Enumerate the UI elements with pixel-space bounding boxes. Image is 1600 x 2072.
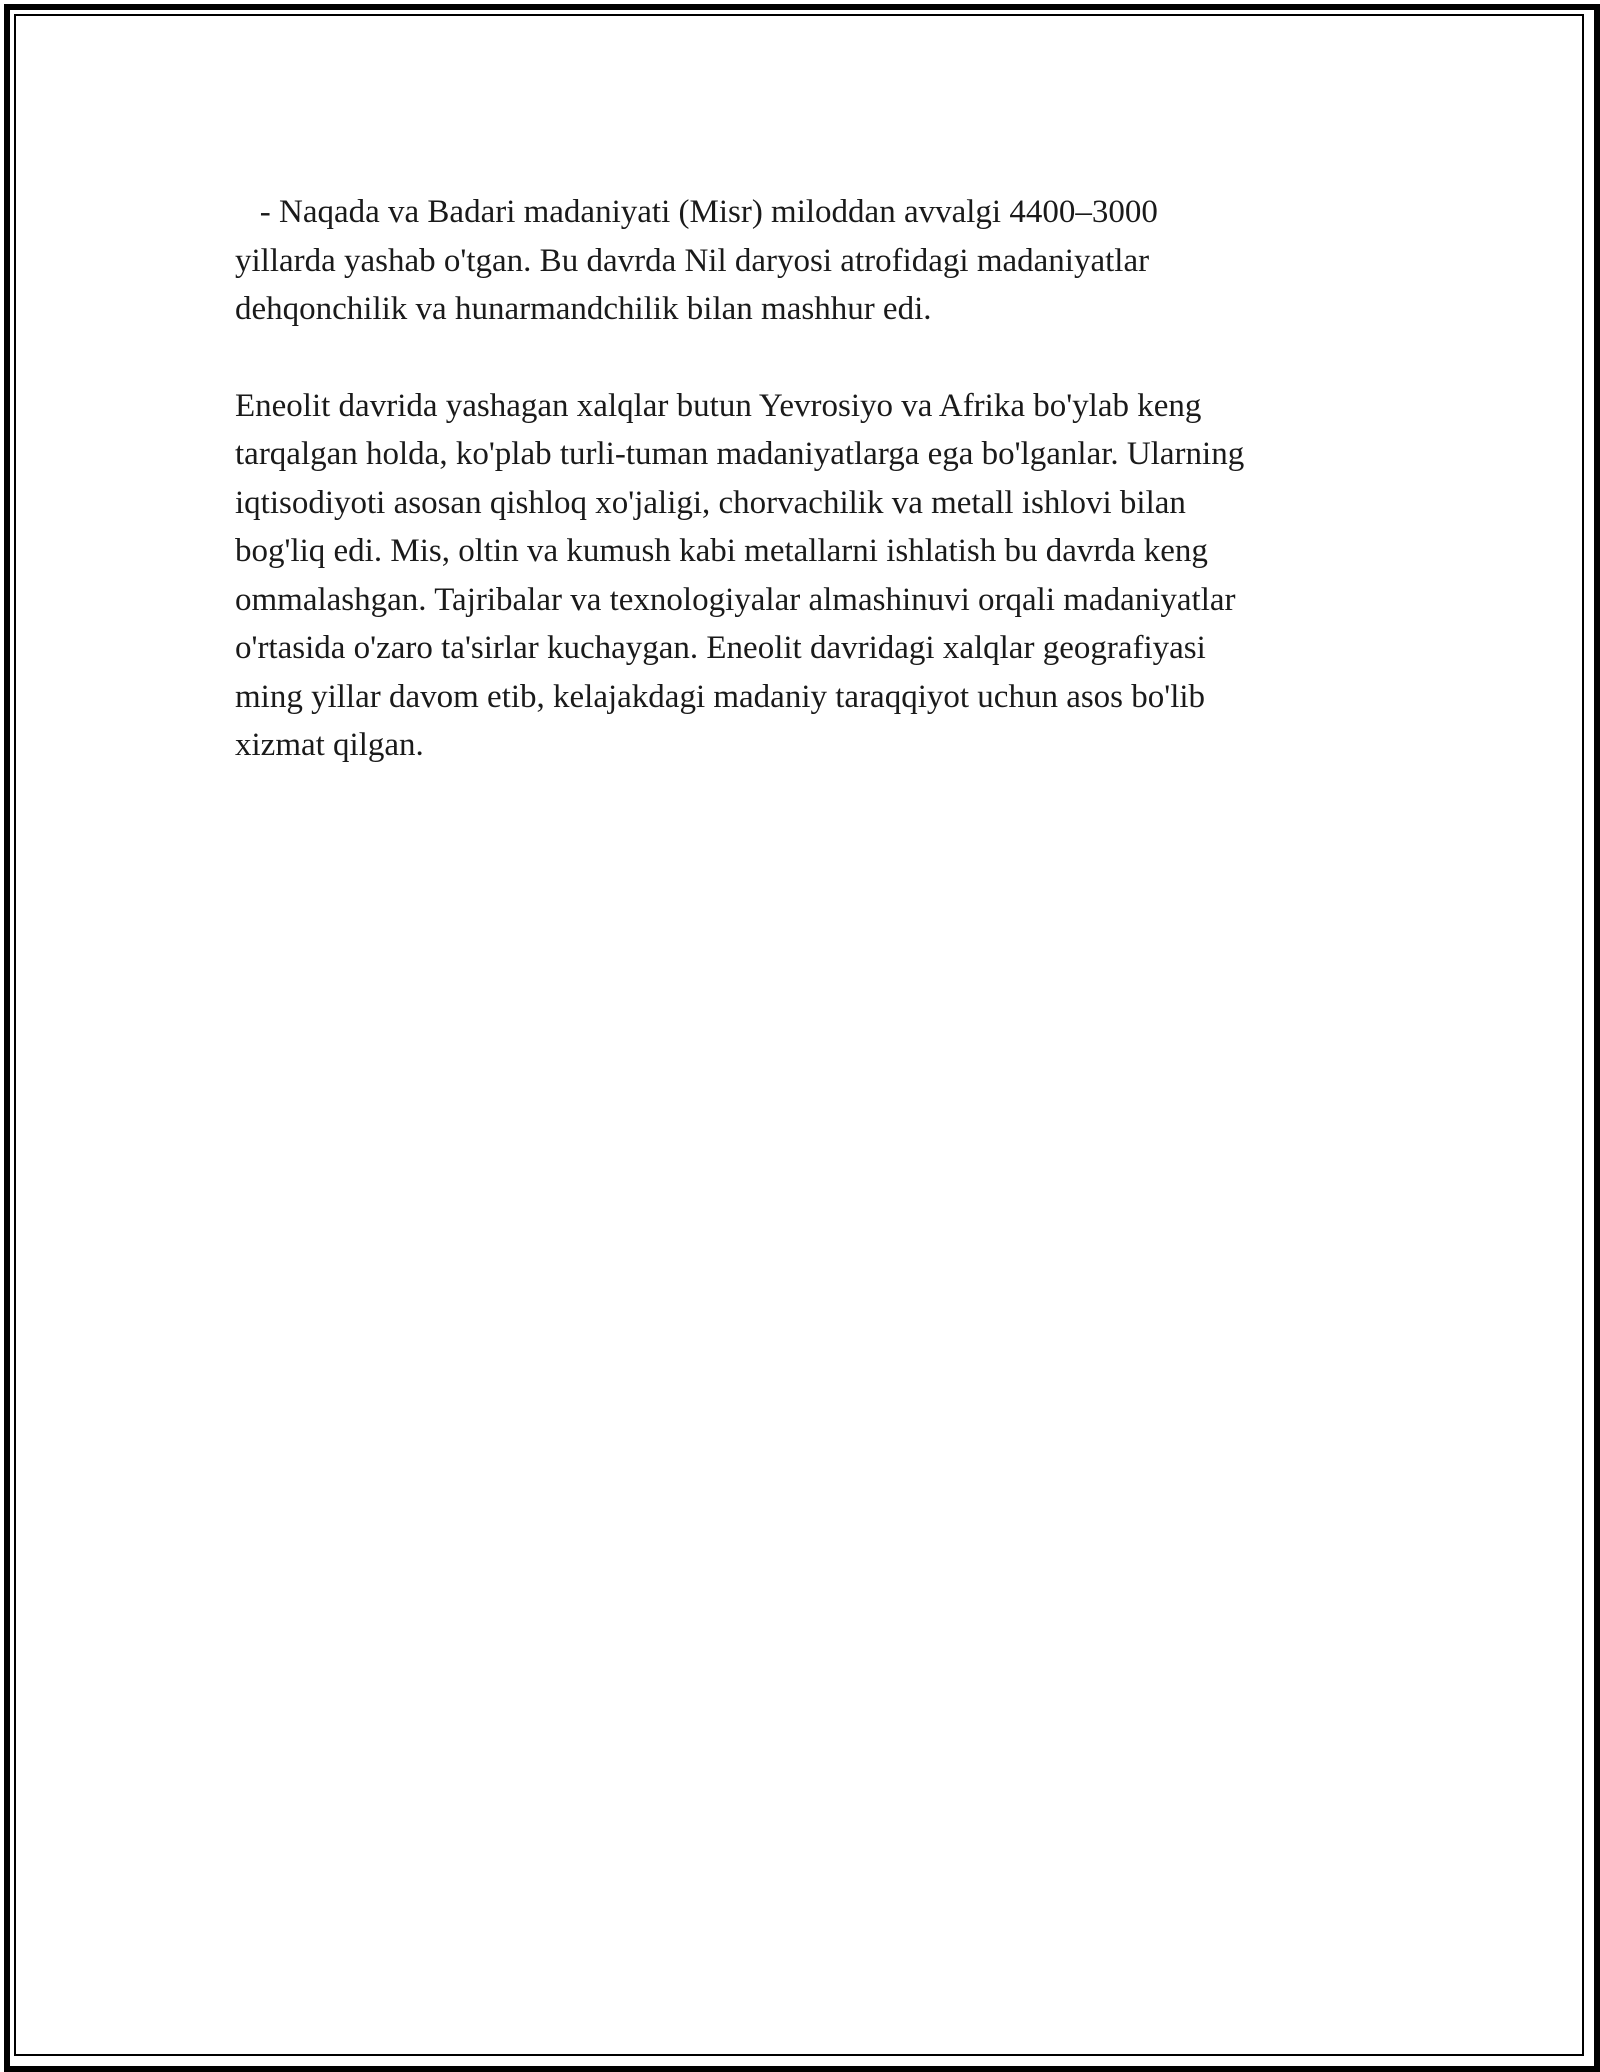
document-body [235,188,1370,770]
paragraph-naqada-badari: - Naqada va Badari madaniyati (Misr) miloddan avvalgi 4400–3000 yillarda yashab o'tgan. Bu davrda Nil daryosi atrofidagi madaniyatlar dehqonchilik va hunarmandchilik bilan mashhur edi. [235,194,1158,327]
paragraph-eneolit: Eneolit davrida yashagan xalqlar butun Yevrosiyo va Afrika bo'ylab keng tarqalgan holda, ko'plab turli-tuman madaniyatlarga ega bo'lganlar. Ularning iqtisodiyoti asosan qishloq xo'jaligi, chorvachilik va metall ishlovi bilan bog'liq edi. Mis, oltin va kumush kabi metallarni ishlatish bu davrda keng ommalashgan. Tajribalar va texnologiyalar almashinuvi orqali madaniyatlar o'rtasida o'zaro ta'sirlar kuchaygan. Eneolit davridagi xalqlar geografiyasi ming yillar davom etib, kelajakdagi madaniy taraqqiyot uchun asos bo'lib xizmat qilgan. [235,387,1245,763]
